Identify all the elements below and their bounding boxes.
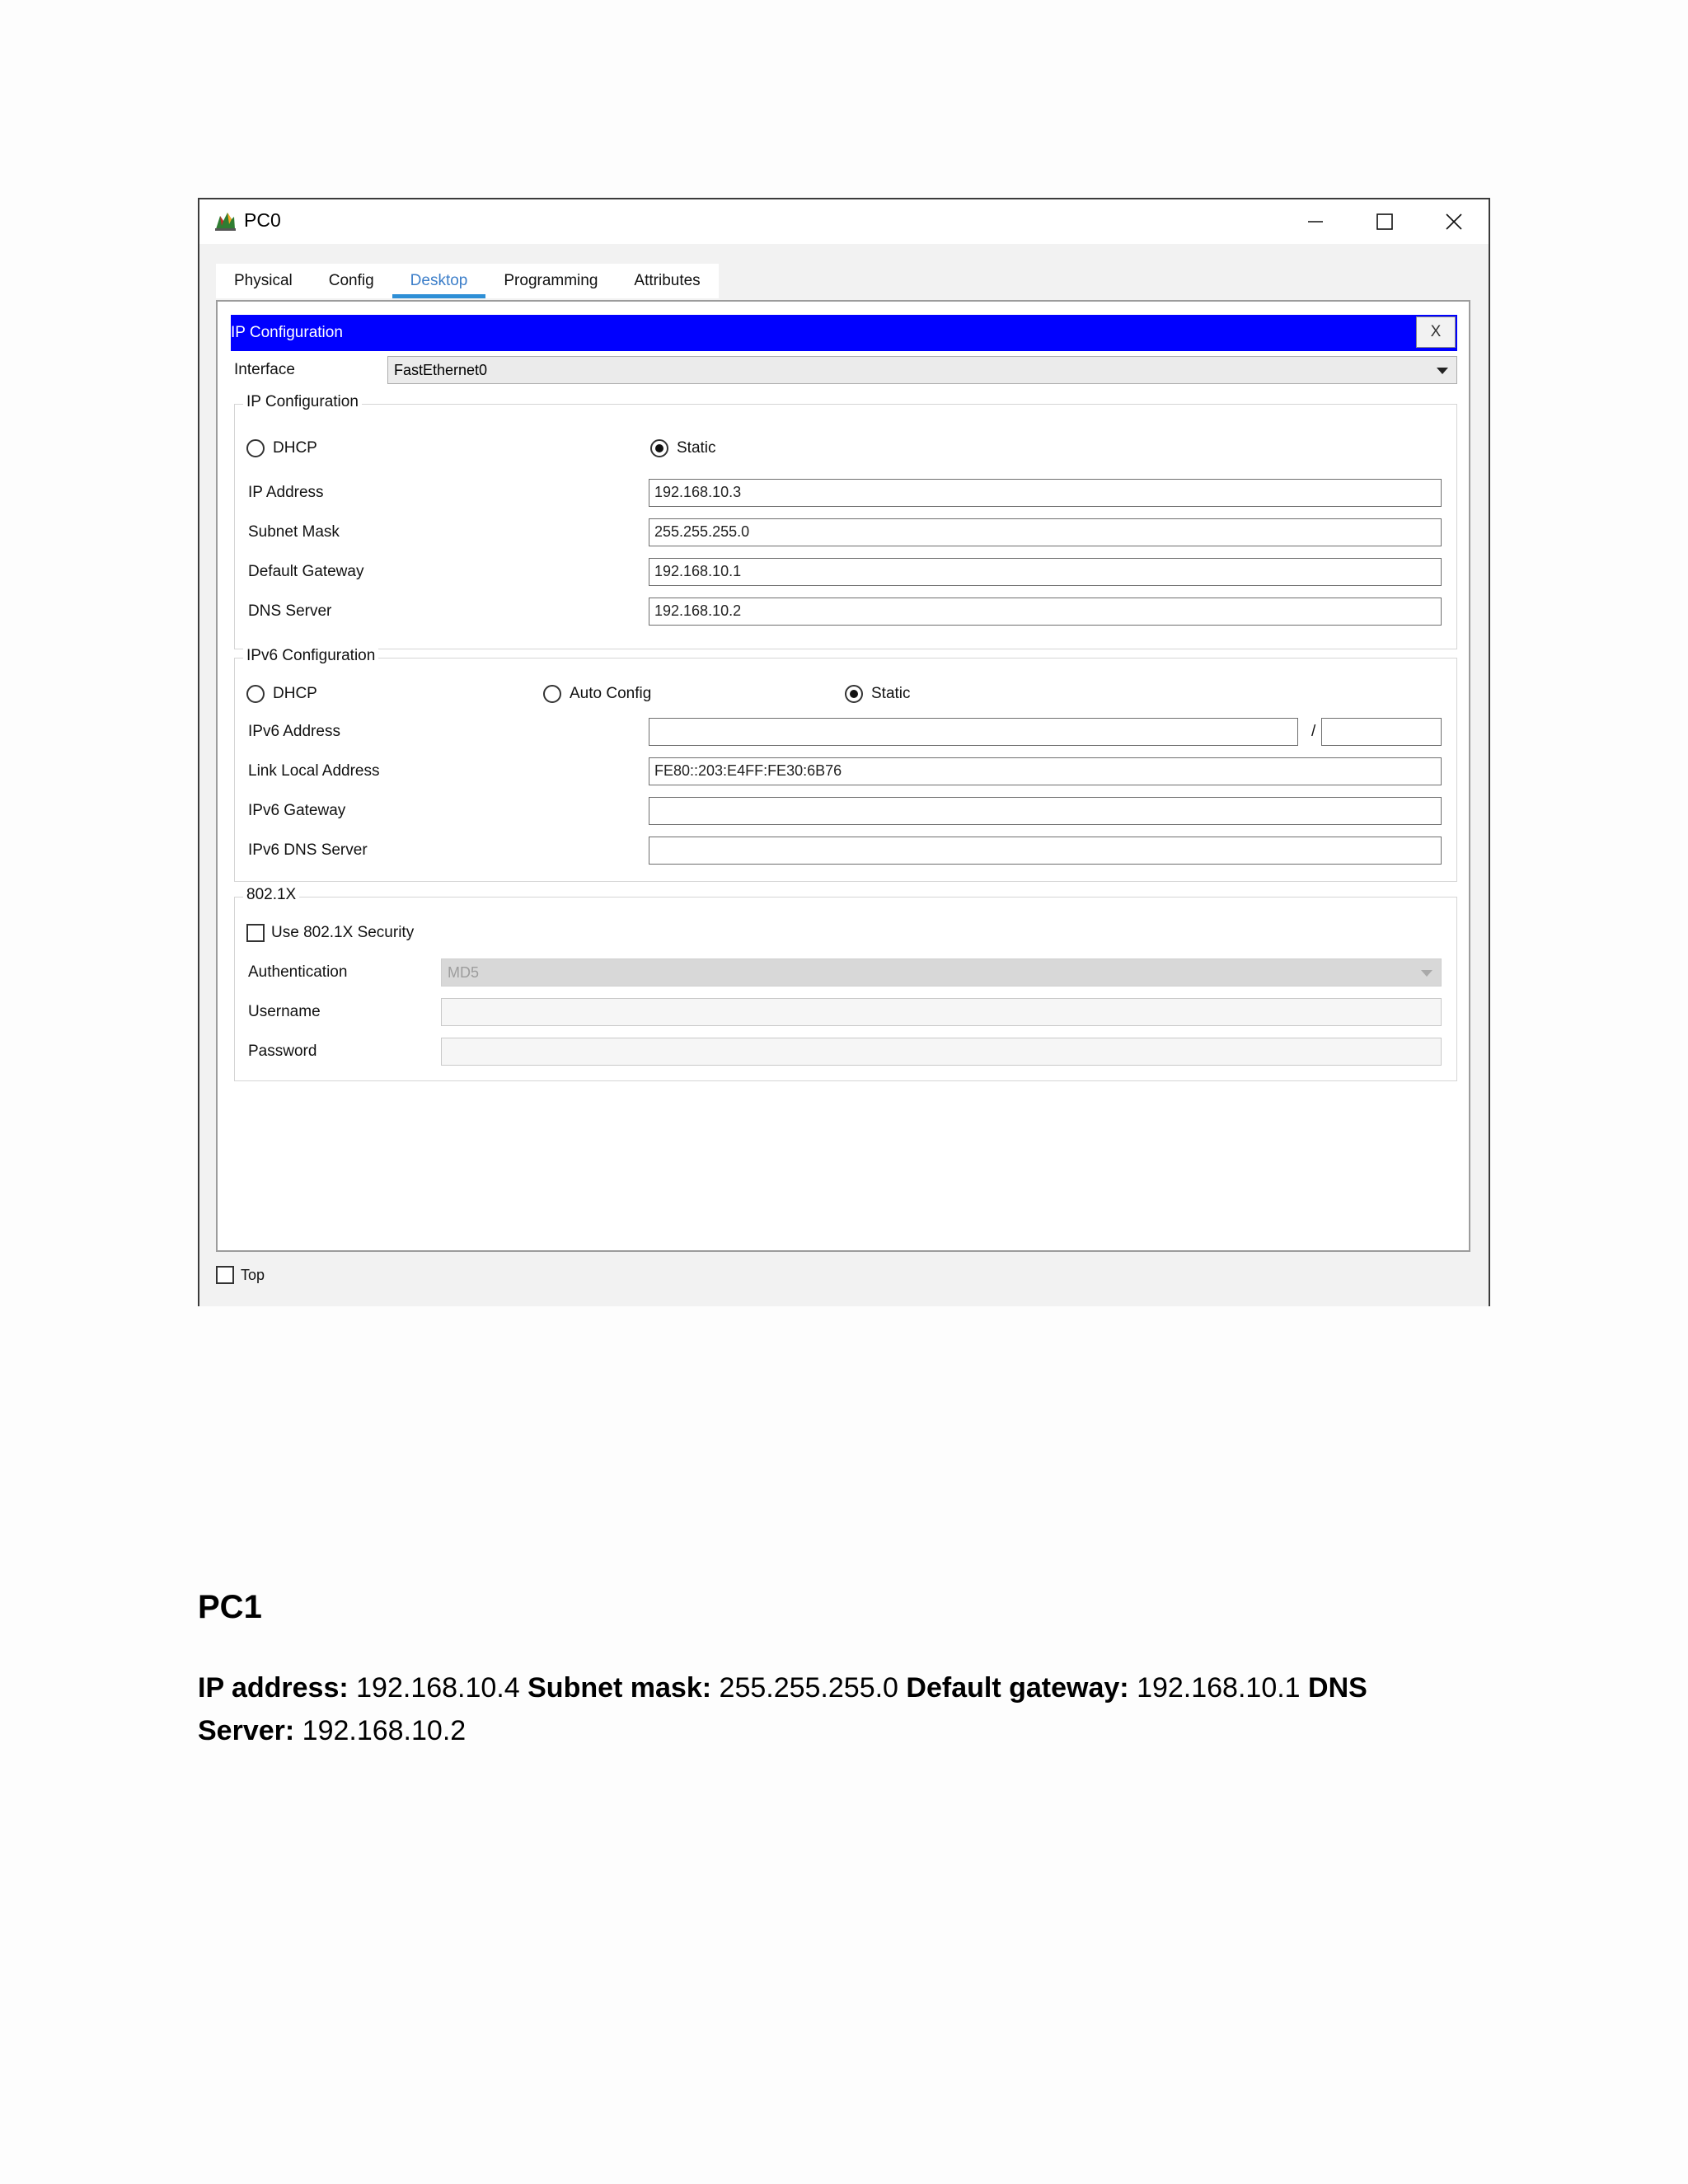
default-gateway-label: Default Gateway: [248, 563, 364, 580]
use-8021x-checkbox[interactable]: [246, 924, 265, 942]
pc1-gateway-label: Default gateway:: [906, 1672, 1129, 1704]
ip-config-close-button[interactable]: X: [1416, 316, 1456, 348]
dns-server-field[interactable]: 192.168.10.2: [649, 598, 1442, 626]
username-field[interactable]: [441, 998, 1442, 1026]
link-local-field[interactable]: FE80::203:E4FF:FE30:6B76: [649, 757, 1442, 785]
authentication-value: MD5: [448, 964, 480, 981]
ipv4-static-radio[interactable]: [650, 439, 668, 457]
interface-select[interactable]: [387, 356, 1457, 384]
ipv6-gateway-label: IPv6 Gateway: [248, 802, 346, 819]
password-field[interactable]: [441, 1038, 1442, 1066]
pc1-gateway-value: 192.168.10.1: [1137, 1672, 1301, 1704]
close-button[interactable]: [1419, 199, 1489, 244]
ipv6-dhcp-label: DHCP: [273, 685, 317, 702]
ipv6-group: [234, 647, 1457, 882]
minimize-button[interactable]: [1281, 199, 1350, 244]
pc0-window: [198, 198, 1490, 1306]
title-bar[interactable]: [199, 199, 1489, 244]
ipv6-address-label: IPv6 Address: [248, 723, 340, 740]
link-local-label: Link Local Address: [248, 762, 380, 780]
tab-physical[interactable]: Physical: [234, 272, 293, 289]
username-label: Username: [248, 1003, 321, 1020]
ipv6-gateway-field[interactable]: [649, 797, 1442, 825]
interface-value: FastEthernet0: [394, 362, 488, 378]
subnet-mask-field[interactable]: 255.255.255.0: [649, 518, 1442, 546]
ipv4-dhcp-label: DHCP: [273, 439, 317, 457]
dot1x-legend: 802.1X: [243, 886, 299, 904]
ipv4-group: [234, 393, 1457, 649]
chevron-down-icon: [1437, 368, 1448, 374]
prefix-separator: /: [1311, 723, 1316, 740]
close-icon: [1445, 213, 1463, 231]
ipv6-dns-field[interactable]: [649, 837, 1442, 865]
interface-label: Interface: [234, 361, 295, 378]
maximize-icon: [1376, 213, 1394, 231]
pc1-dns-label: DNS Server:: [198, 1672, 1367, 1746]
window-title: PC0: [244, 209, 281, 231]
ipv6-auto-config-label: Auto Config: [570, 685, 652, 702]
ip-config-title: IP Configuration: [231, 324, 343, 341]
dns-server-label: DNS Server: [248, 602, 332, 620]
tab-desktop[interactable]: Desktop: [392, 264, 486, 298]
ipv6-dns-label: IPv6 DNS Server: [248, 841, 368, 859]
subnet-mask-label: Subnet Mask: [248, 523, 340, 541]
pc1-subnet-label: Subnet mask:: [528, 1672, 712, 1704]
ipv6-prefix-field[interactable]: [1321, 718, 1442, 746]
ipv6-static-label: Static: [871, 685, 911, 702]
minimize-icon: [1306, 213, 1325, 231]
pc1-details: [198, 1666, 1467, 1752]
password-label: Password: [248, 1043, 317, 1060]
pc1-ip-value: 192.168.10.4: [356, 1672, 520, 1704]
ipv6-address-field[interactable]: [649, 718, 1298, 746]
chevron-down-icon: [1421, 970, 1432, 977]
pc1-dns-value: 192.168.10.2: [302, 1715, 467, 1746]
ipv6-static-radio[interactable]: [845, 685, 863, 703]
desktop-panel: [216, 300, 1470, 1252]
pc1-ip-label: IP address:: [198, 1672, 349, 1704]
pc1-subnet-value: 255.255.255.0: [719, 1672, 898, 1704]
ipv4-legend: IP Configuration: [243, 393, 362, 411]
top-checkbox-label: Top: [241, 1267, 265, 1283]
ip-address-field[interactable]: 192.168.10.3: [649, 479, 1442, 507]
ip-address-label: IP Address: [248, 484, 324, 501]
authentication-select[interactable]: [441, 958, 1442, 987]
ipv6-legend: IPv6 Configuration: [243, 647, 378, 665]
ip-config-header: [231, 315, 1457, 351]
tab-config[interactable]: Config: [328, 272, 374, 289]
ipv6-dhcp-radio[interactable]: [246, 685, 265, 703]
ipv6-auto-config-radio[interactable]: [543, 685, 561, 703]
pc-icon: [213, 209, 237, 234]
pc1-heading: PC1: [198, 1589, 262, 1625]
maximize-button[interactable]: [1350, 199, 1419, 244]
dot1x-group: [234, 886, 1457, 1081]
ipv4-dhcp-radio[interactable]: [246, 439, 265, 457]
tab-bar: [216, 264, 719, 298]
top-checkbox[interactable]: [216, 1266, 234, 1284]
tab-programming[interactable]: Programming: [504, 272, 598, 289]
tab-attributes[interactable]: Attributes: [634, 272, 701, 289]
ipv4-static-label: Static: [677, 439, 716, 457]
default-gateway-field[interactable]: 192.168.10.1: [649, 558, 1442, 586]
use-8021x-label: Use 802.1X Security: [271, 924, 415, 941]
authentication-label: Authentication: [248, 963, 348, 981]
